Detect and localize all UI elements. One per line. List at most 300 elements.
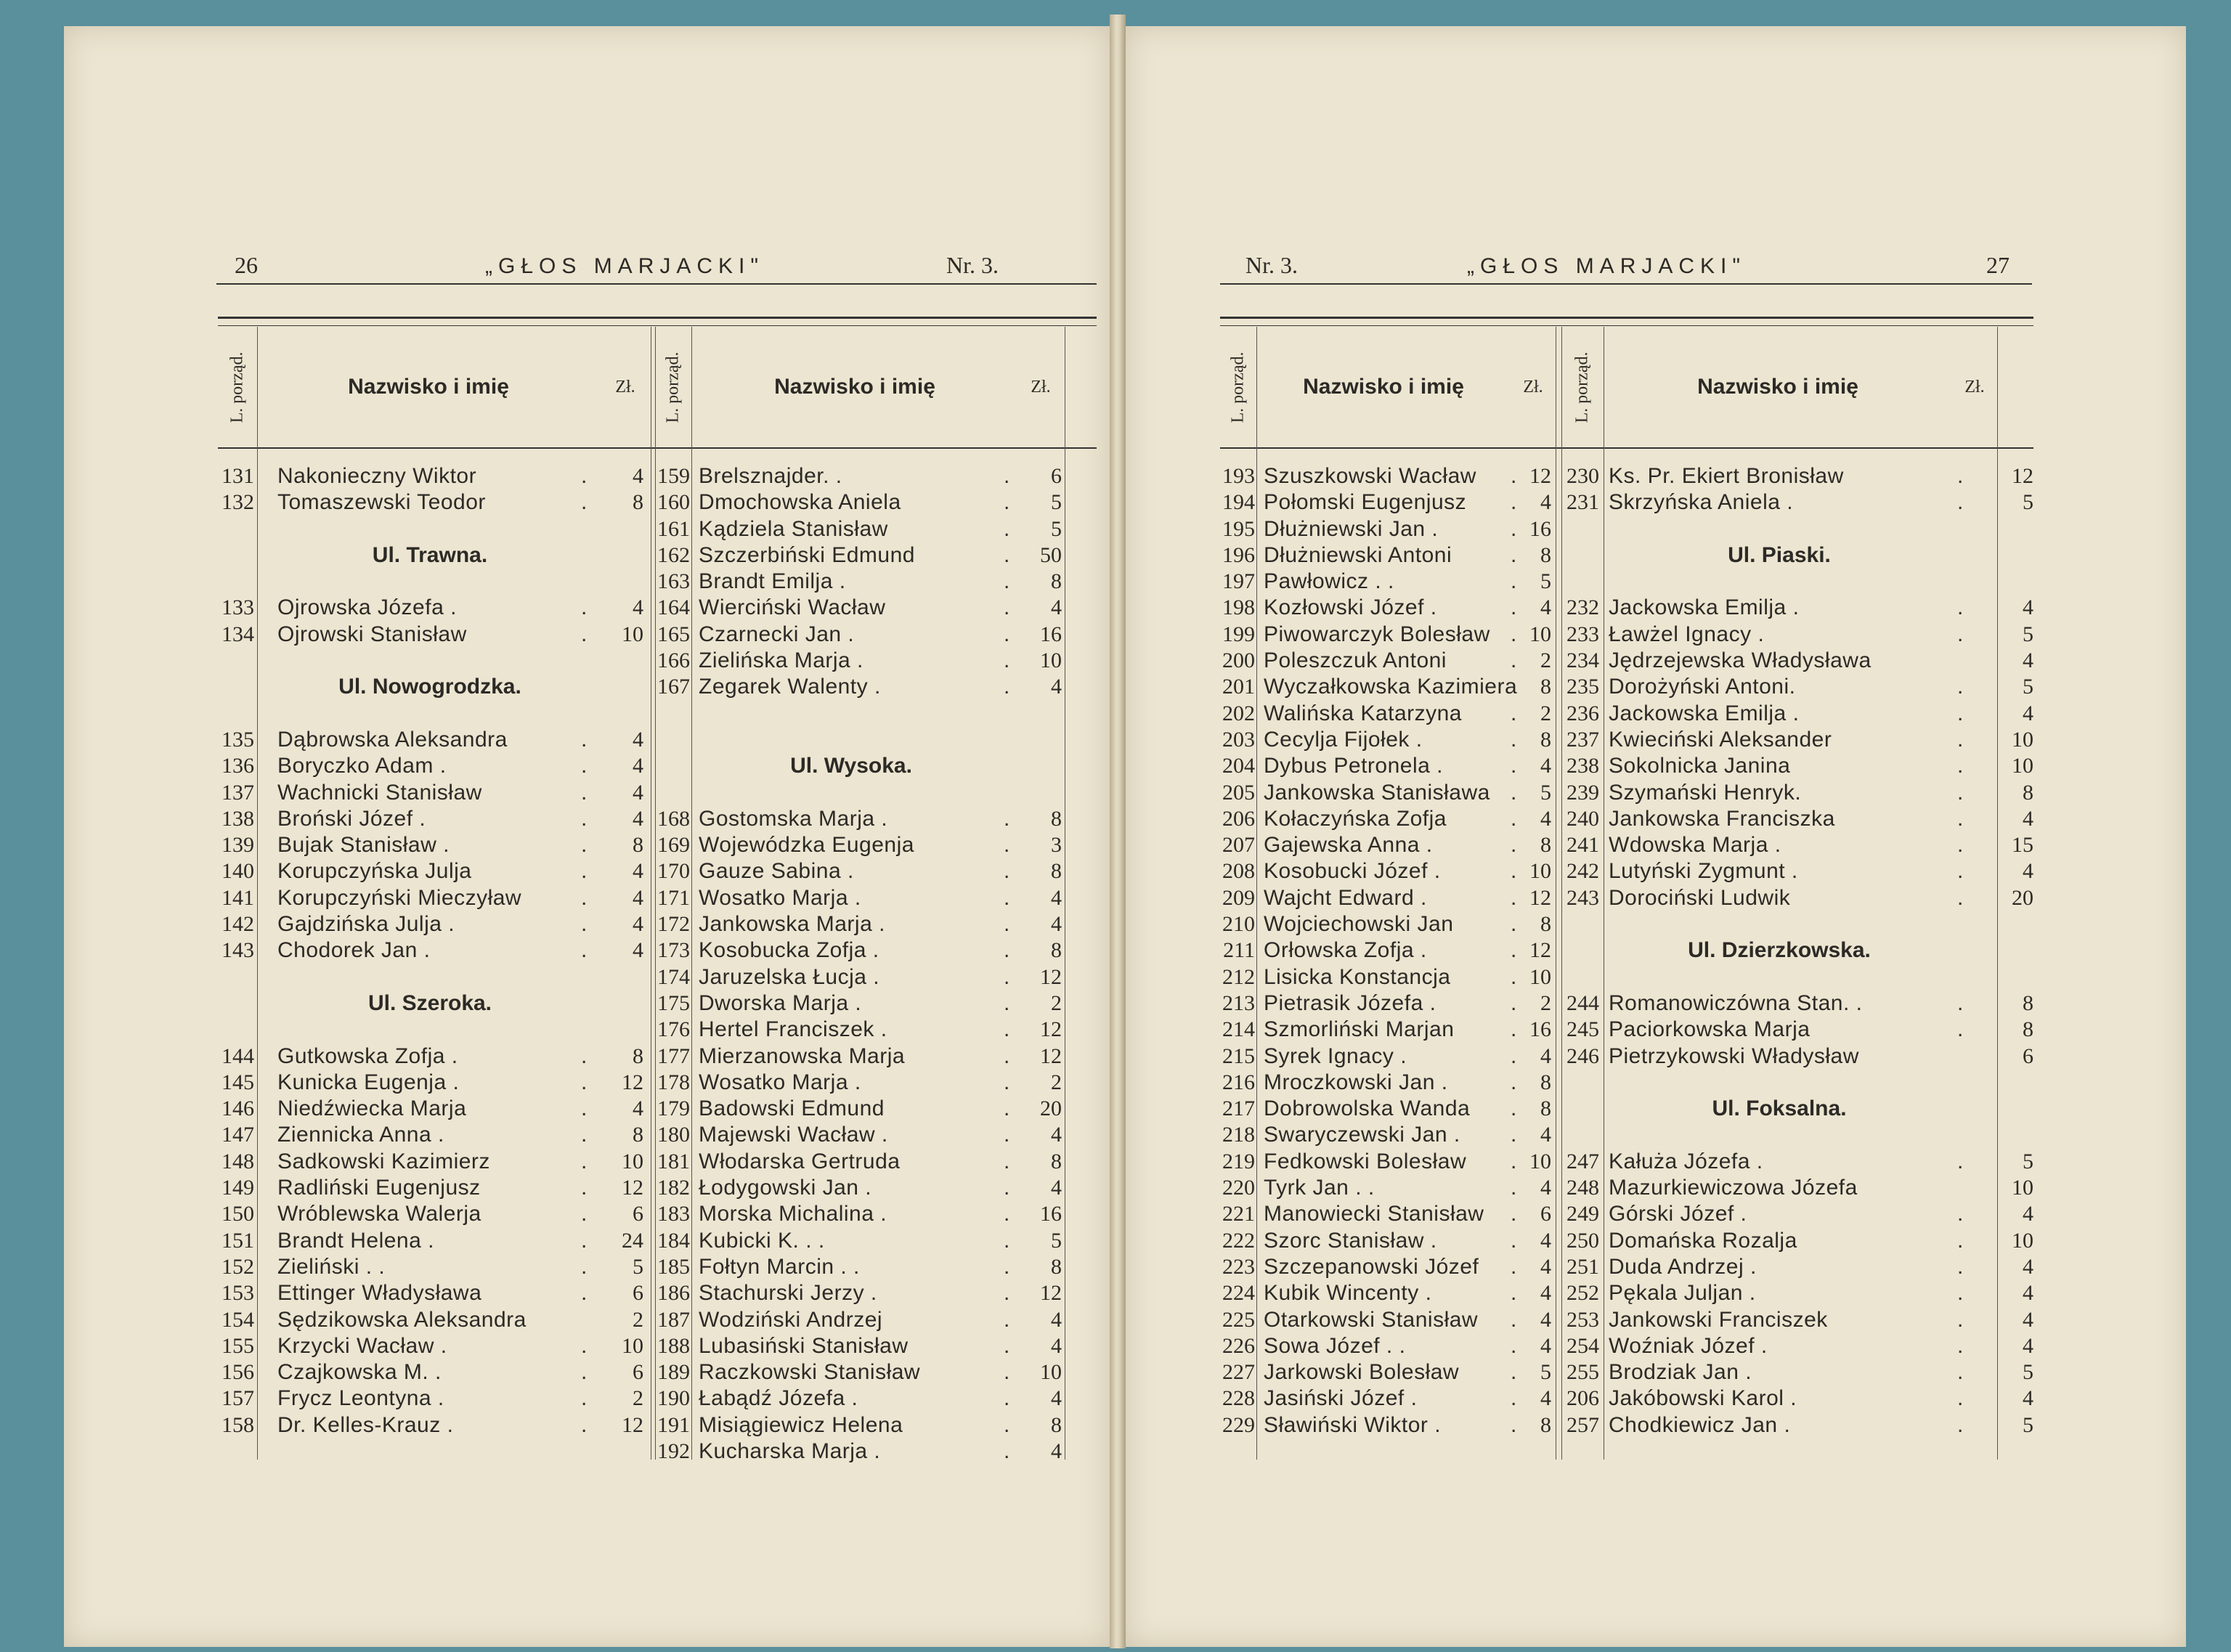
leader-dot: . [1511, 990, 1517, 1015]
leader-dot: . [581, 1254, 588, 1279]
journal-title: „GŁOS MARJACKI" [485, 254, 765, 278]
amount-zl: 4 [2023, 859, 2033, 884]
entry-number: 217 [1222, 1096, 1255, 1121]
entry-number: 185 [657, 1254, 690, 1279]
donor-name: Kunicka Eugenja . [277, 1070, 460, 1094]
donor-name: Dorożyński Antoni. [1609, 675, 1796, 699]
donor-row [1561, 701, 2033, 727]
leader-dot: . [1511, 1123, 1517, 1147]
donor-row [218, 1307, 643, 1333]
donor-row [655, 1175, 1062, 1201]
donor-row [1561, 595, 2033, 621]
street-name: Ul. Foksalna. [1712, 1096, 1847, 1121]
amount-zl: 8 [1051, 1149, 1062, 1173]
header-name: Nazwisko i imię [1303, 375, 1464, 399]
entry-number: 184 [657, 1228, 690, 1253]
donor-name: Dłużniewski Antoni [1264, 542, 1452, 567]
donor-row [1561, 858, 2033, 884]
leader-dot: . [1957, 1254, 1964, 1279]
leader-dot: . [1957, 1386, 1964, 1411]
amount-zl: 10 [2012, 1176, 2033, 1200]
amount-zl: 2 [1051, 990, 1062, 1015]
header-lp: L. porząd. [1572, 351, 1592, 423]
donor-row [655, 832, 1062, 858]
leader-dot: . [1511, 912, 1517, 937]
donor-row [655, 674, 1062, 700]
donor-name: Brandt Helena . [277, 1228, 434, 1253]
entry-number: 205 [1222, 780, 1255, 805]
amount-zl: 4 [633, 1096, 643, 1121]
donor-name: Krzycki Wacław . [277, 1333, 447, 1358]
amount-zl: 12 [1040, 964, 1062, 989]
donor-row [1561, 1280, 2033, 1306]
page-number: 27 [1986, 252, 2009, 278]
amount-zl: 4 [2023, 1202, 2033, 1226]
amount-zl: 5 [1051, 490, 1062, 515]
donor-row [655, 1386, 1062, 1412]
donor-name: Radliński Eugenjusz [277, 1176, 481, 1200]
entry-number: 133 [222, 595, 254, 620]
amount-zl: 2 [1540, 648, 1551, 673]
donor-name: Wosatko Marja . [699, 885, 861, 910]
entry-number: 134 [222, 622, 254, 646]
leader-dot: . [1957, 622, 1964, 646]
spacer-row [218, 569, 643, 595]
donor-name: Ks. Pr. Ekiert Bronisław [1609, 464, 1844, 488]
amount-zl: 10 [622, 1149, 643, 1173]
donor-row [218, 1043, 643, 1070]
entry-number: 154 [222, 1307, 254, 1332]
entry-number: 157 [222, 1386, 254, 1411]
donor-name: Lubasiński Stanisław [699, 1333, 909, 1358]
entry-number: 132 [222, 490, 254, 515]
donor-name: Zielińska Marja . [699, 648, 863, 673]
entry-number: 230 [1566, 464, 1599, 488]
amount-zl: 5 [633, 1254, 643, 1279]
entry-number: 250 [1566, 1228, 1599, 1253]
donor-row [218, 489, 643, 516]
donor-name: Gostomska Marja . [699, 806, 888, 831]
entry-number: 224 [1222, 1281, 1255, 1306]
spacer-row [1561, 516, 2033, 542]
entry-number: 206 [1566, 1386, 1599, 1411]
amount-zl: 4 [1051, 1123, 1062, 1147]
column-entries [1561, 463, 2033, 1439]
amount-zl: 8 [1540, 675, 1551, 699]
amount-zl: 8 [633, 490, 643, 515]
entry-number: 247 [1566, 1149, 1599, 1173]
leader-dot: . [1511, 569, 1517, 594]
donor-row [655, 1280, 1062, 1306]
donor-name: Pietrzykowski Władysław [1609, 1043, 1859, 1068]
entry-number: 149 [222, 1176, 254, 1200]
donor-name: Kucharska Marja . [699, 1439, 881, 1463]
amount-zl: 4 [633, 754, 643, 778]
amount-zl: 4 [633, 806, 643, 831]
amount-zl: 16 [1040, 622, 1062, 646]
leader-dot: . [581, 622, 588, 646]
donor-row [655, 569, 1062, 595]
donor-row [1220, 990, 1551, 1017]
leader-dot: . [1511, 833, 1517, 858]
donor-row [655, 1228, 1062, 1254]
leader-dot: . [1004, 885, 1010, 910]
header-lp: L. porząd. [1228, 351, 1248, 423]
header-zl: Zł. [1031, 377, 1051, 396]
amount-zl: 8 [1051, 1254, 1062, 1279]
header-lp: L. porząd. [663, 351, 683, 423]
left-page [64, 26, 1110, 1647]
amount-zl: 5 [1540, 1360, 1551, 1385]
amount-zl: 2 [633, 1386, 643, 1411]
donor-row [1220, 674, 1551, 700]
donor-row [655, 964, 1062, 990]
donor-name: Woźniak Józef . [1609, 1333, 1768, 1358]
donor-row [218, 1386, 643, 1412]
leader-dot: . [1957, 1412, 1964, 1437]
entry-number: 213 [1222, 990, 1255, 1015]
entry-number: 215 [1222, 1043, 1255, 1068]
entry-number: 177 [657, 1043, 690, 1068]
entry-number: 246 [1566, 1043, 1599, 1068]
leader-dot: . [581, 464, 588, 488]
leader-dot: . [1004, 1254, 1010, 1279]
donor-name: Kwieciński Aleksander [1609, 727, 1832, 752]
donor-name: Ojrowski Stanisław [277, 622, 467, 646]
entry-number: 245 [1566, 1017, 1599, 1042]
amount-zl: 8 [633, 833, 643, 858]
leader-dot: . [1004, 1333, 1010, 1358]
entry-number: 131 [222, 464, 254, 488]
entry-number: 167 [657, 675, 690, 699]
donor-name: Jankowski Franciszek [1609, 1307, 1828, 1332]
entry-number: 151 [222, 1228, 254, 1253]
spacer-row [218, 648, 643, 674]
donor-name: Szczerbiński Edmund [699, 542, 915, 567]
entry-number: 219 [1222, 1149, 1255, 1173]
donor-row [655, 595, 1062, 621]
amount-zl: 10 [2012, 1228, 2033, 1253]
donor-name: Wojciechowski Jan [1264, 912, 1454, 937]
leader-dot: . [1957, 1017, 1964, 1042]
amount-zl: 4 [633, 912, 643, 937]
entry-number: 150 [222, 1202, 254, 1226]
donor-row [1220, 911, 1551, 937]
donor-name: Domańska Rozalja [1609, 1228, 1797, 1253]
donor-row [218, 1412, 643, 1439]
donor-row [1220, 595, 1551, 621]
entry-number: 165 [657, 622, 690, 646]
donor-name: Jakóbowski Karol . [1609, 1386, 1797, 1411]
leader-dot: . [1957, 1360, 1964, 1385]
donor-row [1220, 1096, 1551, 1122]
donor-row [1561, 463, 2033, 489]
amount-zl: 12 [1040, 1281, 1062, 1306]
donor-row [1220, 1254, 1551, 1280]
entry-number: 136 [222, 754, 254, 778]
leader-dot: . [581, 780, 588, 805]
entry-number: 164 [657, 595, 690, 620]
leader-dot: . [1957, 990, 1964, 1015]
entry-number: 162 [657, 542, 690, 567]
leader-dot: . [1511, 1333, 1517, 1358]
amount-zl: 4 [1051, 1439, 1062, 1463]
entry-number: 186 [657, 1281, 690, 1306]
street-heading [1561, 1096, 2033, 1122]
donor-name: Syrek Ignacy . [1264, 1043, 1407, 1068]
amount-zl: 8 [1540, 542, 1551, 567]
entry-number: 257 [1566, 1412, 1599, 1437]
amount-zl: 4 [1540, 1386, 1551, 1411]
donor-row [655, 1412, 1062, 1439]
donor-row [218, 1122, 643, 1148]
donor-row [655, 1043, 1062, 1070]
donor-name: Walińska Katarzyna [1264, 701, 1462, 725]
entry-number: 146 [222, 1096, 254, 1121]
leader-dot: . [1004, 1070, 1010, 1094]
amount-zl: 10 [1529, 859, 1551, 884]
entry-number: 211 [1223, 938, 1255, 963]
donor-name: Szorc Stanisław . [1264, 1228, 1437, 1253]
amount-zl: 8 [1051, 569, 1062, 594]
donor-name: Jankowska Marja . [699, 912, 885, 937]
amount-zl: 12 [1529, 938, 1551, 963]
amount-zl: 5 [1540, 780, 1551, 805]
amount-zl: 4 [2023, 1281, 2033, 1306]
leader-dot: . [1004, 516, 1010, 541]
leader-dot: . [1004, 990, 1010, 1015]
donor-row [1220, 1122, 1551, 1148]
leader-dot: . [1511, 1386, 1517, 1411]
amount-zl: 4 [1051, 1333, 1062, 1358]
entry-number: 218 [1222, 1123, 1255, 1147]
donor-name: Wosatko Marja . [699, 1070, 861, 1094]
entry-number: 249 [1566, 1202, 1599, 1226]
entry-number: 227 [1222, 1360, 1255, 1385]
donor-name: Jaruzelska Łucja . [699, 964, 880, 989]
entry-number: 158 [222, 1412, 254, 1437]
donor-name: Dorociński Ludwik [1609, 885, 1791, 910]
leader-dot: . [1957, 1228, 1964, 1253]
donor-table-right [1220, 317, 2033, 1464]
donor-name: Jędrzejewska Władysława [1609, 648, 1872, 673]
donor-name: Jackowska Emilja . [1609, 701, 1800, 725]
leader-dot: . [1511, 859, 1517, 884]
amount-zl: 8 [2023, 780, 2033, 805]
amount-zl: 4 [633, 938, 643, 963]
donor-name: Połomski Eugenjusz [1264, 490, 1467, 515]
leader-dot: . [581, 1228, 588, 1253]
donor-name: Bujak Stanisław . [277, 833, 450, 858]
leader-dot: . [1004, 964, 1010, 989]
donor-name: Broński Józef . [277, 806, 426, 831]
donor-row [655, 990, 1062, 1017]
leader-dot: . [1957, 727, 1964, 752]
donor-name: Kałuża Józefa . [1609, 1149, 1763, 1173]
leader-dot: . [1511, 542, 1517, 567]
spacer-row [655, 780, 1062, 806]
entry-number: 239 [1566, 780, 1599, 805]
entry-number: 161 [657, 516, 690, 541]
column-entries [1220, 463, 1551, 1439]
donor-name: Korupczyńska Julja [277, 859, 472, 884]
donor-row [218, 1201, 643, 1227]
donor-row [655, 648, 1062, 674]
spacer-row [655, 701, 1062, 727]
donor-row [1220, 937, 1551, 964]
issue-number: Nr. 3. [946, 252, 999, 278]
donor-name: Czarnecki Jan . [699, 622, 855, 646]
entry-number: 189 [657, 1360, 690, 1385]
leader-dot: . [1957, 1333, 1964, 1358]
entry-number: 180 [657, 1123, 690, 1147]
donor-name: Hertel Franciszek . [699, 1017, 887, 1042]
donor-name: Wojewódzka Eugenja [699, 833, 914, 858]
leader-dot: . [581, 490, 588, 515]
entry-number: 248 [1566, 1176, 1599, 1200]
amount-zl: 8 [1540, 912, 1551, 937]
donor-name: Paciorkowska Marja [1609, 1017, 1811, 1042]
donor-name: Szczepanowski Józef [1264, 1254, 1479, 1279]
donor-name: Dr. Kelles-Krauz . [277, 1412, 454, 1437]
leader-dot: . [1511, 490, 1517, 515]
donor-name: Włodarska Gertruda [699, 1149, 901, 1173]
leader-dot: . [1957, 490, 1964, 515]
donor-row [655, 885, 1062, 911]
entry-number: 221 [1222, 1202, 1255, 1226]
donor-row [655, 1070, 1062, 1096]
amount-zl: 10 [1529, 964, 1551, 989]
donor-row [1561, 1017, 2033, 1043]
donor-name: Wróblewska Walerja [277, 1202, 481, 1226]
leader-dot: . [581, 1281, 588, 1306]
amount-zl: 20 [1040, 1096, 1062, 1121]
donor-row [1220, 622, 1551, 648]
donor-name: Zieliński . . [277, 1254, 386, 1279]
entry-number: 153 [222, 1281, 254, 1306]
donor-row [218, 1359, 643, 1386]
donor-name: Niedźwiecka Marja [277, 1096, 467, 1121]
amount-zl: 5 [2023, 675, 2033, 699]
entry-number: 181 [657, 1149, 690, 1173]
leader-dot: . [581, 1043, 588, 1068]
amount-zl: 5 [1051, 1228, 1062, 1253]
leader-dot: . [1004, 1439, 1010, 1463]
donor-name: Ojrowska Józefa . [277, 595, 457, 620]
donor-row [1220, 489, 1551, 516]
entry-number: 169 [657, 833, 690, 858]
amount-zl: 8 [1540, 1096, 1551, 1121]
amount-zl: 10 [1529, 622, 1551, 646]
donor-name: Chodkiewicz Jan . [1609, 1412, 1791, 1437]
amount-zl: 4 [2023, 806, 2033, 831]
amount-zl: 4 [1051, 675, 1062, 699]
leader-dot: . [1957, 464, 1964, 488]
leader-dot: . [1511, 754, 1517, 778]
leader-dot: . [1004, 1202, 1010, 1226]
entry-number: 212 [1222, 964, 1255, 989]
leader-dot: . [1004, 1307, 1010, 1332]
amount-zl: 16 [1529, 1017, 1551, 1042]
donor-name: Cecylja Fijołek . [1264, 727, 1423, 752]
donor-row [1220, 648, 1551, 674]
leader-dot: . [1004, 595, 1010, 620]
donor-name: Misiągiewicz Helena [699, 1412, 903, 1437]
leader-dot: . [581, 912, 588, 937]
donor-name: Sadkowski Kazimierz [277, 1149, 490, 1173]
amount-zl: 10 [2012, 727, 2033, 752]
leader-dot: . [1511, 464, 1517, 488]
entry-number: 156 [222, 1360, 254, 1385]
donor-row [655, 1307, 1062, 1333]
leader-dot: . [581, 1412, 588, 1437]
amount-zl: 24 [622, 1228, 643, 1253]
donor-row [655, 911, 1062, 937]
amount-zl: 4 [633, 885, 643, 910]
leader-dot: . [581, 1123, 588, 1147]
spacer-row [655, 727, 1062, 753]
leader-dot: . [581, 1333, 588, 1358]
donor-row [218, 1096, 643, 1122]
entry-number: 168 [657, 806, 690, 831]
entry-number: 233 [1566, 622, 1599, 646]
donor-row [1220, 1307, 1551, 1333]
amount-zl: 8 [1051, 938, 1062, 963]
donor-name: Ławżel Ignacy . [1609, 622, 1765, 646]
donor-row [1220, 780, 1551, 806]
donor-name: Kubik Wincenty . [1264, 1281, 1432, 1306]
entry-number: 228 [1222, 1386, 1255, 1411]
leader-dot: . [581, 1176, 588, 1200]
donor-name: Tyrk Jan . . [1264, 1176, 1375, 1200]
leader-dot: . [1511, 1017, 1517, 1042]
donor-row [218, 1175, 643, 1201]
entry-number: 236 [1566, 701, 1599, 725]
entry-number: 209 [1222, 885, 1255, 910]
entry-number: 203 [1222, 727, 1255, 752]
amount-zl: 4 [1540, 490, 1551, 515]
amount-zl: 6 [2023, 1043, 2033, 1068]
donor-row [1220, 964, 1551, 990]
amount-zl: 4 [633, 727, 643, 752]
amount-zl: 4 [633, 780, 643, 805]
leader-dot: . [1004, 833, 1010, 858]
entry-number: 201 [1222, 675, 1255, 699]
donor-name: Orłowska Zofja . [1264, 938, 1427, 963]
header-name: Nazwisko i imię [774, 375, 935, 399]
amount-zl: 8 [1540, 1070, 1551, 1094]
donor-row [655, 1122, 1062, 1148]
amount-zl: 4 [1051, 1176, 1062, 1200]
spacer-row [1561, 1070, 2033, 1096]
leader-dot: . [1004, 1386, 1010, 1411]
donor-name: Szymański Henryk. [1609, 780, 1802, 805]
entry-number: 155 [222, 1333, 254, 1358]
spacer-row [1561, 1122, 2033, 1148]
column-entries [218, 463, 643, 1439]
donor-row [1561, 1386, 2033, 1412]
entry-number: 171 [657, 885, 690, 910]
entry-number: 179 [657, 1096, 690, 1121]
leader-dot: . [1511, 1096, 1517, 1121]
street-name: Ul. Piaski. [1728, 542, 1831, 567]
donor-row [1561, 780, 2033, 806]
leader-dot: . [1957, 833, 1964, 858]
amount-zl: 4 [1051, 1386, 1062, 1411]
entry-number: 204 [1222, 754, 1255, 778]
amount-zl: 2 [1051, 1070, 1062, 1094]
donor-row [1220, 1201, 1551, 1227]
